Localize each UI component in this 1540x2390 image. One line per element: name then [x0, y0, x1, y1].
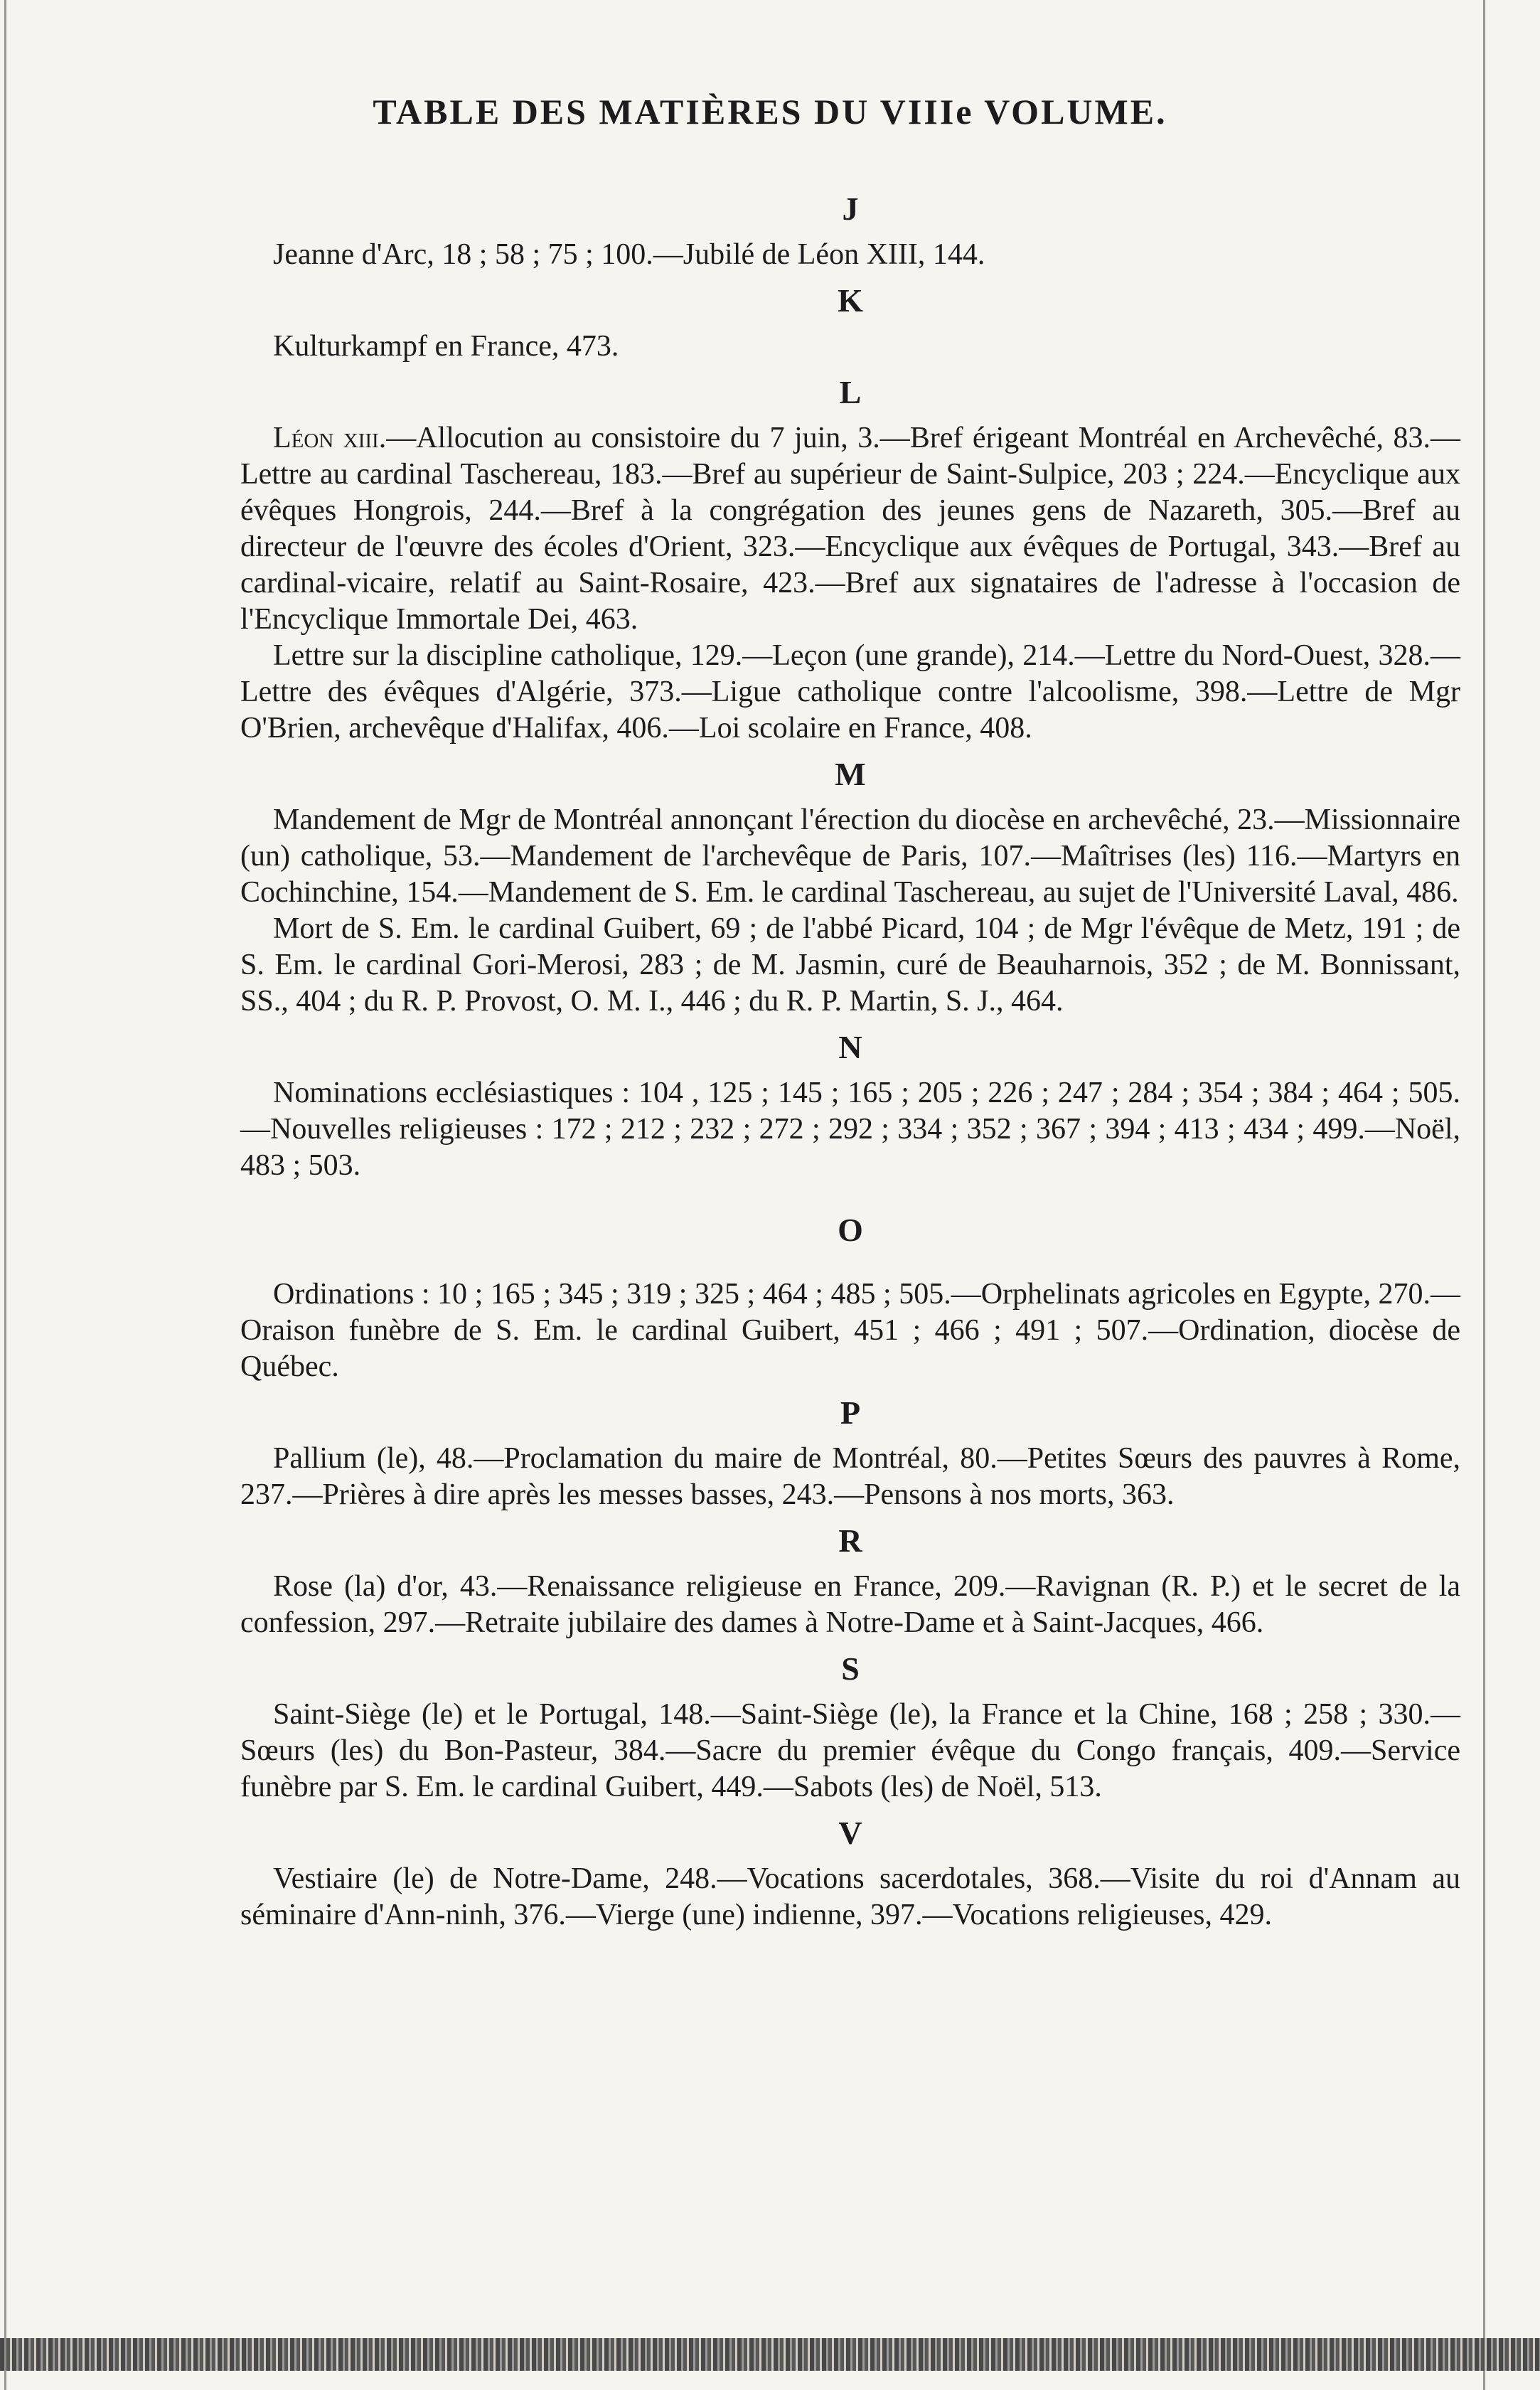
entry-head: Léon xiii — [273, 422, 379, 454]
page-title: TABLE DES MATIÈRES DU VIIIe VOLUME. — [373, 92, 1167, 132]
index-entry: Pallium (le), 48.—Proclamation du maire de Montréal, 80.—Petites Sœurs des pauvres à Rome, 237.—Prières à dire après les messes basses, 243.—Pensons à nos morts, 363. — [240, 1442, 1460, 1511]
entry-text: .—Allocution au consistoire du 7 juin, 3.—Bref érigeant Montréal en Archevêché, 83.—Lettre au cardinal Taschereau, 183.—Bref au supérieur de Saint-Sulpice, 203 ; 224.—Encyclique aux évêques Hongrois, 244.—Bref à la congrégation des jeunes gens de Nazareth, 305.—Bref au directeur de l'œuvre des écoles d'Orient, 323.—Encyclique aux évêques de Portugal, 343.—Bref au cardinal-vicaire, relatif au Saint-Rosaire, 423.—Bref aux signataires de l'adresse à l'occasion de l'Encyclique Immortale Dei, 463. — [240, 422, 1461, 636]
section-letter-r: R — [838, 1522, 862, 1559]
index-entry: Mort de S. Em. le cardinal Guibert, 69 ; de l'abbé Picard, 104 ; de Mgr l'évêque de Metz, 191 ; de S. Em. le cardinal Gori-Merosi, 283 ; de M. Jasmin, curé de Beauharnois, 352 ; de M. Bonnissant, SS., 404 ; du R. P. Provost, O. M. I., 446 ; du R. P. Martin, S. J., 464. — [240, 912, 1460, 1018]
index-entry: Kulturkampf en France, 473. — [273, 330, 619, 363]
section-letter-l: L — [839, 374, 862, 410]
page-edge-right — [1483, 0, 1485, 2390]
index-entry: Mandement de Mgr de Montréal annonçant l'érection du diocèse en archevêché, 23.—Missionnaire (un) catholique, 53.—Mandement de l'archevêque de Paris, 107.—Maîtrises (les) 116.—Martyrs en Cochinchine, 154.—Mandement de S. Em. le cardinal Taschereau, au sujet de l'Université Laval, 486. — [240, 804, 1460, 909]
section-letter-v: V — [838, 1815, 862, 1851]
section-letter-p: P — [840, 1394, 861, 1431]
index-entry: Saint-Siège (le) et le Portugal, 148.—Saint-Siège (le), la France et la Chine, 168 ; 258 ; 330.—Sœurs (les) du Bon-Pasteur, 384.—Sacre du premier évêque du Congo français, 409.—Service funèbre par S. Em. le cardinal Guibert, 449.—Sabots (les) de Noël, 513. — [240, 1698, 1460, 1803]
index-entry: Rose (la) d'or, 43.—Renaissance religieuse en France, 209.—Ravignan (R. P.) et le secret de la confession, 297.—Retraite jubilaire des dames à Notre-Dame et à Saint-Jacques, 466. — [240, 1570, 1460, 1639]
index-entry: Jeanne d'Arc, 18 ; 58 ; 75 ; 100.—Jubilé de Léon XIII, 144. — [273, 238, 985, 271]
spacer — [240, 1258, 1460, 1276]
section-letter-o: O — [838, 1212, 863, 1248]
index-content — [240, 181, 1460, 1933]
page-edge-left — [4, 0, 6, 2390]
index-entry: Ordinations : 10 ; 165 ; 345 ; 319 ; 325 ; 464 ; 485 ; 505.—Orphelinats agricoles en Egypte, 270.—Oraison funèbre de S. Em. le cardinal Guibert, 451 ; 466 ; 491 ; 507.—Ordination, diocèse de Québec. — [240, 1278, 1460, 1383]
index-entry: Lettre sur la discipline catholique, 129.—Leçon (une grande), 214.—Lettre du Nord-Ouest, 328.—Lettre des évêques d'Algérie, 373.—Ligue catholique contre l'alcoolisme, 398.—Lettre de Mgr O'Brien, archevêque d'Halifax, 406.—Loi scolaire en France, 408. — [240, 639, 1460, 745]
section-letter-m: M — [835, 756, 866, 792]
scan-bottom-edge — [0, 2338, 1540, 2371]
section-letter-k: K — [838, 282, 863, 319]
spacer — [240, 1184, 1460, 1202]
index-entry: Vestiaire (le) de Notre-Dame, 248.—Vocations sacerdotales, 368.—Visite du roi d'Annam au séminaire d'Ann-ninh, 376.—Vierge (une) indienne, 397.—Vocations religieuses, 429. — [240, 1862, 1460, 1931]
index-entry — [240, 420, 1460, 638]
section-letter-j: J — [842, 191, 859, 227]
section-letter-n: N — [838, 1029, 862, 1065]
index-entry: Nominations ecclésiastiques : 104 , 125 ; 145 ; 165 ; 205 ; 226 ; 247 ; 284 ; 354 ; 384 ; 464 ; 505.—Nouvelles religieuses : 172 ; 212 ; 232 ; 272 ; 292 ; 334 ; 352 ; 367 ; 394 ; 413 ; 434 ; 499.—Noël, 483 ; 503. — [240, 1077, 1460, 1182]
section-letter-s: S — [841, 1650, 860, 1687]
